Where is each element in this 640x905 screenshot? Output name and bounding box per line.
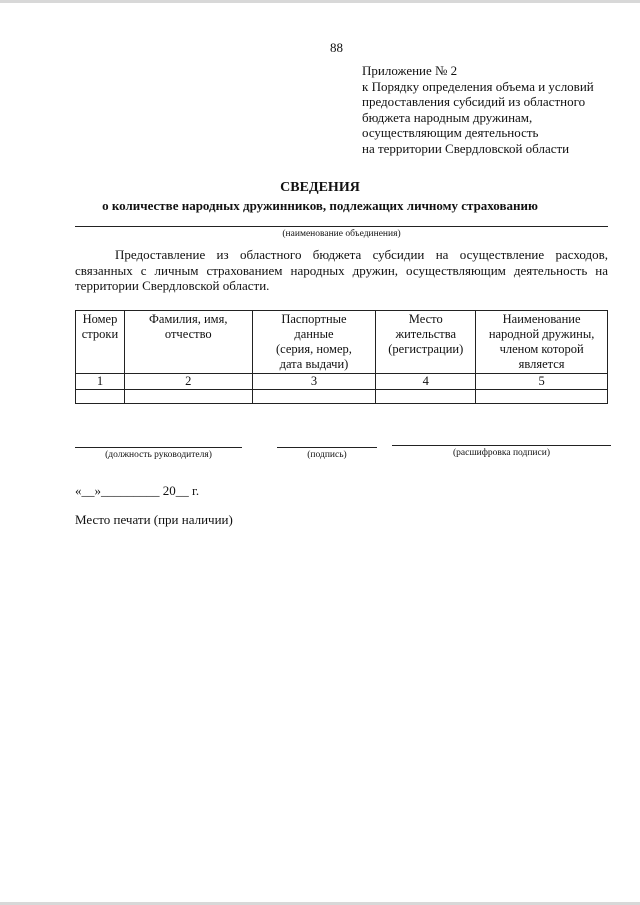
document-subtitle: о количестве народных дружинников, подлежащих личному страхованию [102,198,538,213]
appendix-block [362,63,594,157]
column-number: 5 [476,374,608,390]
header-druzhina-name: Наименование народной дружины, членом которой является [476,311,608,374]
appendix-line: осуществляющим деятельность [362,125,539,141]
appendix-line: бюджета народным дружинам, [362,109,533,125]
organization-name-caption: (наименование объединения) [282,229,401,239]
column-number: 2 [124,374,252,390]
table-header-row [76,311,608,374]
empty-cell [252,390,376,404]
empty-cell [476,390,608,404]
seal-note: Место печати (при наличии) [75,512,233,527]
header-passport: Паспортные данные (серия, номер, дата выдачи) [252,311,376,374]
column-number: 4 [376,374,476,390]
signature-line [277,447,377,448]
decoding-signature-line [392,445,611,446]
intro-paragraph [75,247,608,294]
appendix-line: к Порядку определения объема и условий [362,78,594,94]
appendix-line: на территории Свердловской области [362,140,570,156]
organization-name-line [75,226,608,227]
empty-cell [376,390,476,404]
top-edge [0,0,640,3]
intro-text: Предоставление из областного бюджета субсидии на осуществление расходов, связанных с личным страхованием народных дружин, осуществляющим деятельность на территории Свердловской области. [75,247,608,293]
signature-caption: (подпись) [307,450,347,460]
page-number: 88 [330,40,343,55]
header-residence: Место жительства (регистрации) [376,311,476,374]
column-number: 1 [76,374,125,390]
table-column-numbers-row [76,374,608,390]
header-full-name: Фамилия, имя, отчество [124,311,252,374]
decoding-caption: (расшифровка подписи) [453,448,550,458]
column-number: 3 [252,374,376,390]
appendix-line: предоставления субсидий из областного [362,94,586,110]
empty-cell [76,390,125,404]
date-field: «__»_________ 20__ г. [75,483,200,498]
appendix-line: Приложение № 2 [362,63,458,78]
header-row-number: Номер строки [76,311,125,374]
empty-cell [124,390,252,404]
members-table [75,310,608,404]
position-caption: (должность руководителя) [105,450,212,460]
table-empty-row [76,390,608,404]
document-title: СВЕДЕНИЯ [280,180,360,195]
position-signature-line [75,447,242,448]
